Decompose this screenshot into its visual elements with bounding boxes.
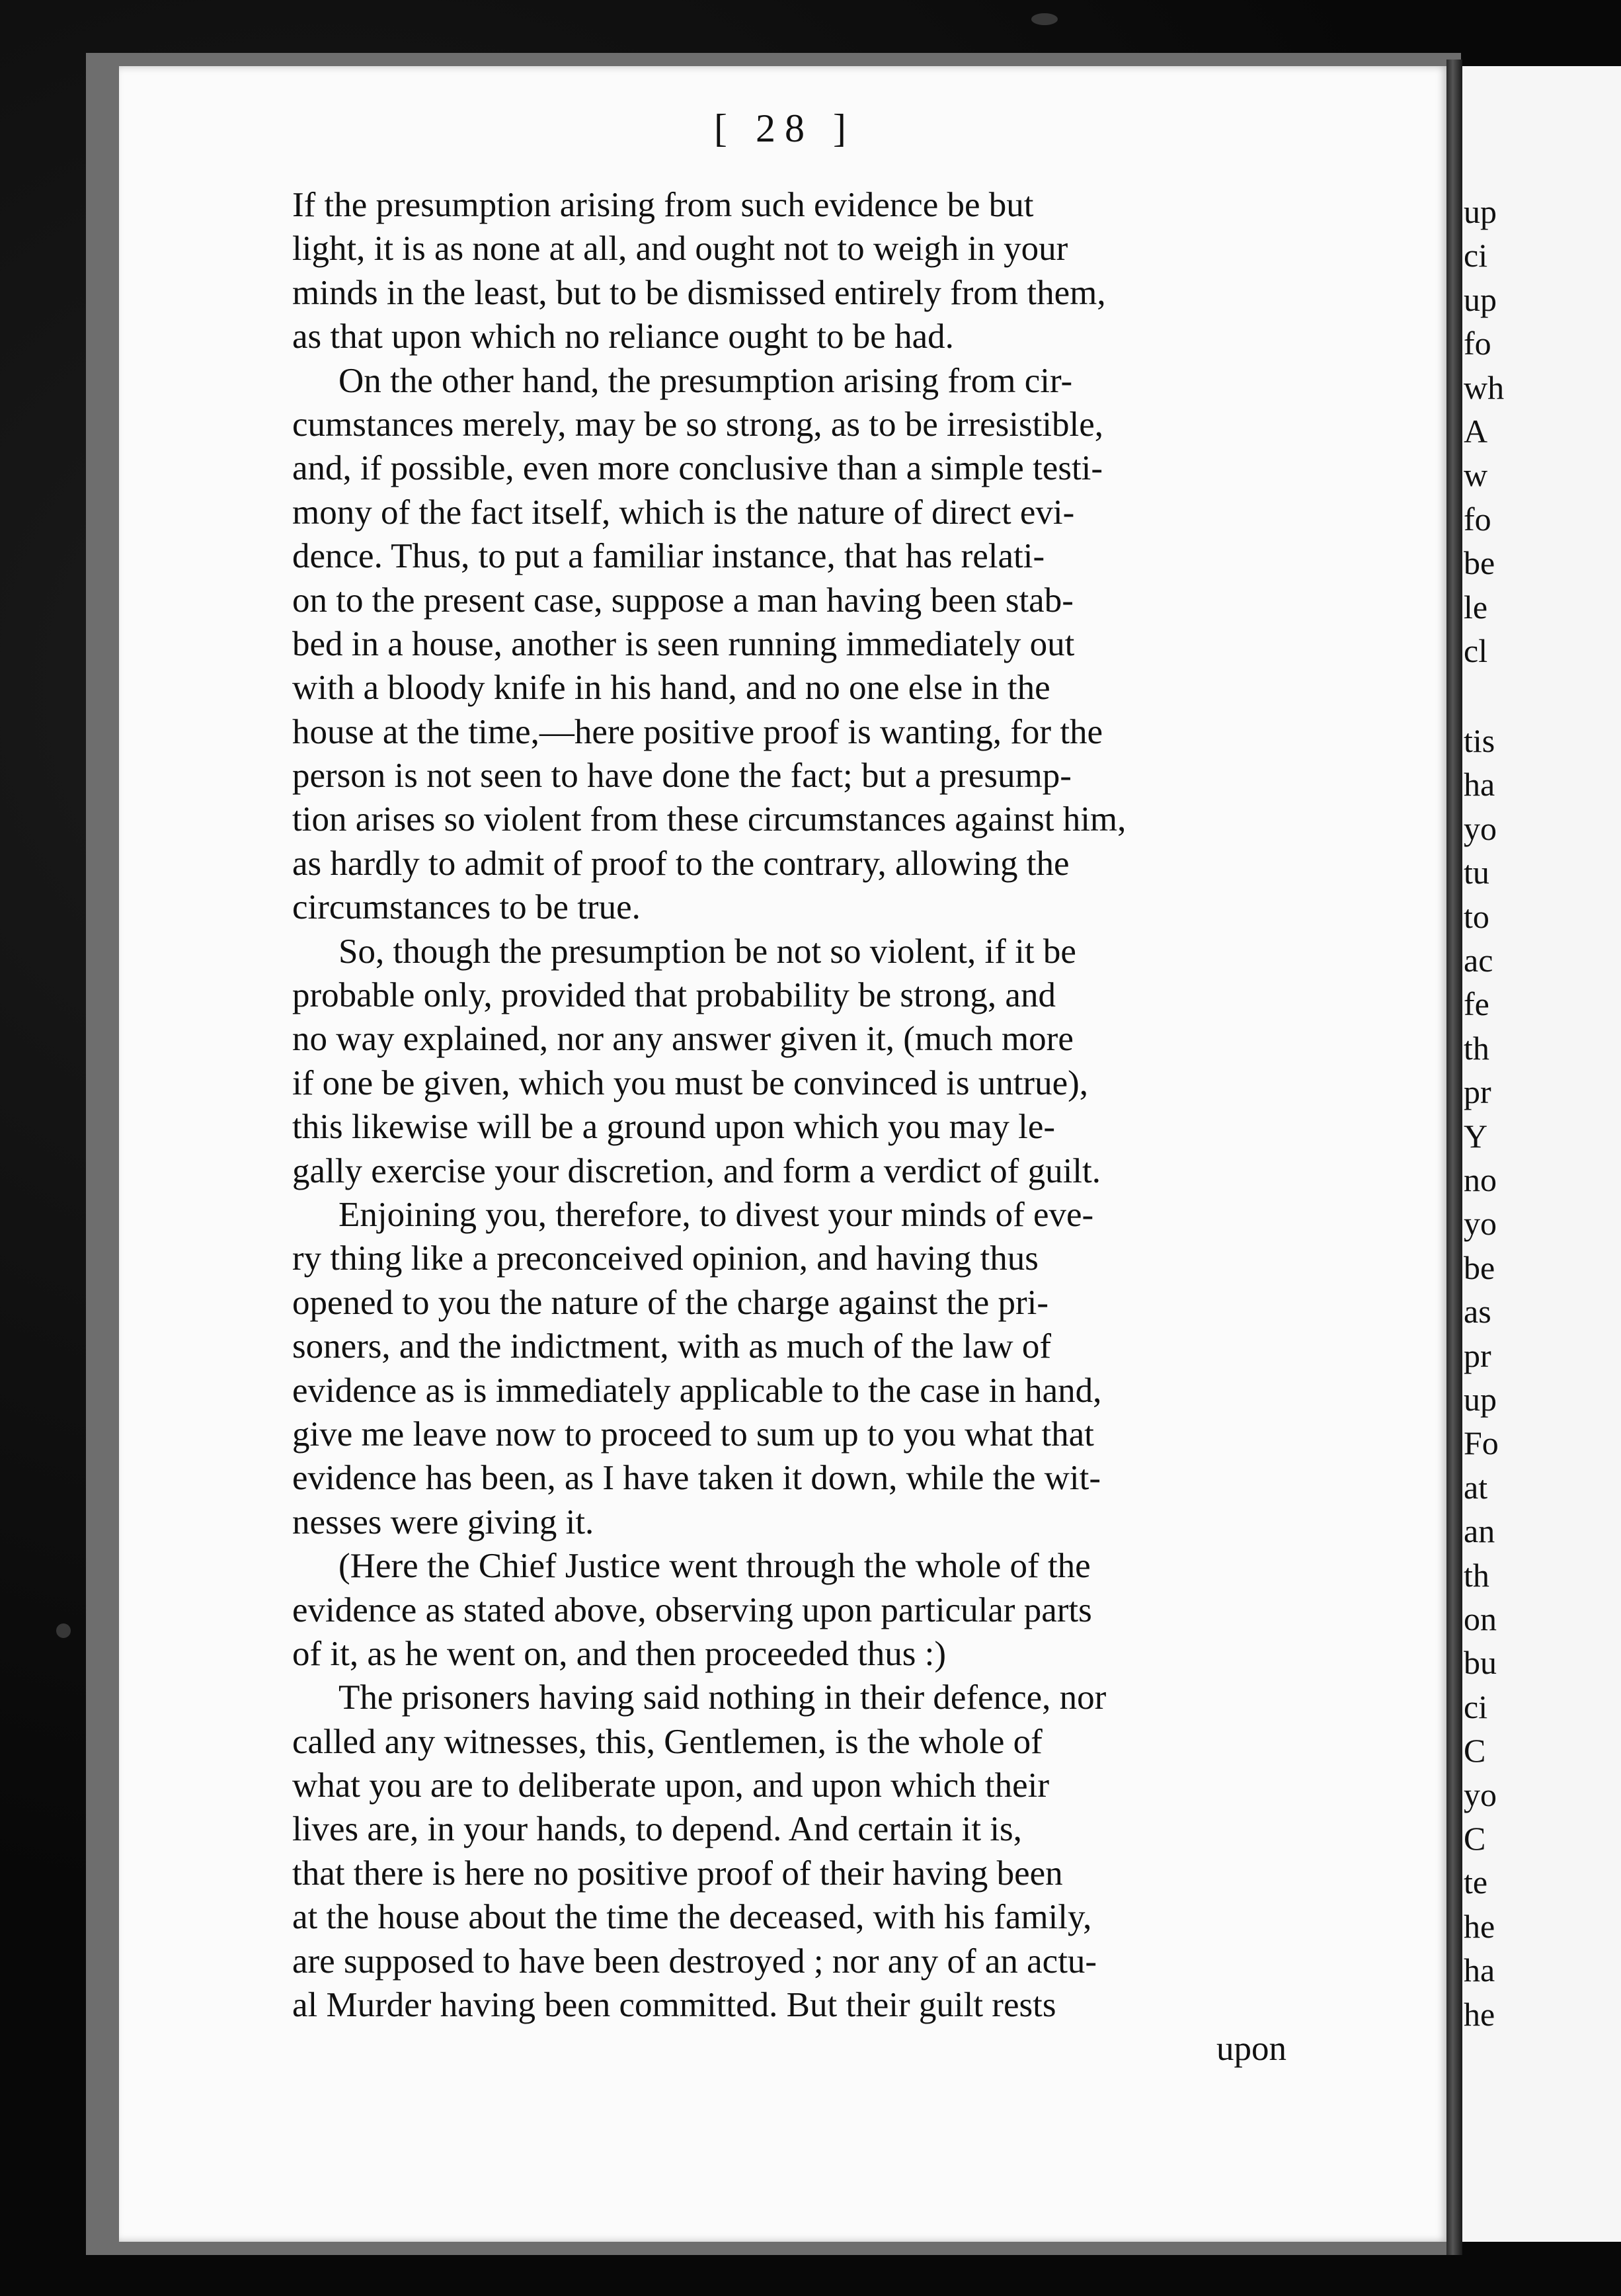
text-line: nesses were giving it. xyxy=(292,1502,594,1541)
text-line: bed in a house, another is seen running immediately out xyxy=(292,624,1075,663)
dust-speck xyxy=(1031,13,1058,25)
facing-page-text-fragment: fe xyxy=(1464,985,1489,1023)
text-line: person is not seen to have done the fact; but a presump- xyxy=(292,757,1072,796)
text-line: So, though the presumption be not so violent, if it be xyxy=(338,932,1076,971)
text-line: opened to you the nature of the charge against the pri- xyxy=(292,1283,1049,1322)
facing-page-text-fragment: Fo xyxy=(1464,1424,1499,1462)
facing-page-text-fragment: le xyxy=(1464,588,1488,626)
facing-page-text-fragment: C xyxy=(1464,1820,1486,1857)
facing-page-text-fragment: no xyxy=(1464,1161,1497,1198)
text-line: of it, as he went on, and then proceeded thus :) xyxy=(292,1634,947,1673)
facing-page-text-fragment: at xyxy=(1464,1468,1488,1506)
text-line: dence. Thus, to put a familiar instance, that has relati- xyxy=(292,537,1045,576)
facing-page-text-fragment: as xyxy=(1464,1293,1491,1331)
text-line: The prisoners having said nothing in their defence, nor xyxy=(338,1678,1107,1717)
text-line: at the house about the time the deceased, with his family, xyxy=(292,1898,1092,1937)
facing-page-text-fragment: fo xyxy=(1464,325,1491,362)
facing-page-text-fragment: fo xyxy=(1464,500,1491,538)
text-line: no way explained, nor any answer given it, (much more xyxy=(292,1020,1074,1059)
facing-page-text-fragment: ha xyxy=(1464,1951,1495,1989)
facing-page-text-fragment: yo xyxy=(1464,1205,1497,1243)
text-line: are supposed to have been destroyed ; nor any of an actu- xyxy=(292,1942,1097,1981)
text-line: Enjoining you, therefore, to divest your minds of eve- xyxy=(338,1195,1094,1234)
text-line: light, it is as none at all, and ought not to weigh in your xyxy=(292,229,1068,268)
text-line: as that upon which no reliance ought to be had. xyxy=(292,317,954,356)
facing-page-text-fragment: A xyxy=(1464,413,1488,450)
facing-page-text-fragment: on xyxy=(1464,1600,1497,1637)
page-number: [ 28 ] xyxy=(714,106,855,150)
text-line: tion arises so violent from these circumstances against him, xyxy=(292,800,1127,839)
text-line: ry thing like a preconceived opinion, and having thus xyxy=(292,1239,1039,1278)
facing-page-text-fragment: to xyxy=(1464,897,1489,935)
page-body-text xyxy=(292,183,1314,2027)
facing-page-text-fragment: cl xyxy=(1464,632,1488,669)
text-line: On the other hand, the presumption arising from cir- xyxy=(338,361,1073,400)
facing-page-text-fragment: ac xyxy=(1464,942,1493,979)
facing-page-text-fragment: pr xyxy=(1464,1073,1491,1111)
text-line: called any witnesses, this, Gentlemen, is the whole of xyxy=(292,1722,1043,1761)
text-line: cumstances merely, may be so strong, as to be irresistible, xyxy=(292,405,1104,444)
text-line: gally exercise your discretion, and form a verdict of guilt. xyxy=(292,1151,1101,1190)
facing-page-text-fragment: ci xyxy=(1464,237,1488,274)
facing-page-text-fragment: an xyxy=(1464,1512,1495,1550)
text-line: as hardly to admit of proof to the contrary, allowing the xyxy=(292,844,1070,883)
text-line: probable only, provided that probability be strong, and xyxy=(292,976,1056,1015)
facing-page-text-fragment: up xyxy=(1464,280,1497,318)
facing-page-text-fragment: yo xyxy=(1464,1776,1497,1813)
text-line: al Murder having been committed. But their guilt rests xyxy=(292,1986,1056,2025)
facing-page-text-fragment: he xyxy=(1464,1995,1495,2033)
dust-speck xyxy=(56,1623,71,1638)
text-line: that there is here no positive proof of their having been xyxy=(292,1854,1063,1893)
text-line: If the presumption arising from such evidence be but xyxy=(292,186,1034,224)
text-line: evidence as is immediately applicable to the case in hand, xyxy=(292,1371,1102,1410)
text-line: this likewise will be a ground upon which you may le- xyxy=(292,1108,1056,1147)
text-line: if one be given, which you must be convinced is untrue), xyxy=(292,1063,1088,1102)
text-line: lives are, in your hands, to depend. And certain it is, xyxy=(292,1810,1022,1849)
text-line: mony of the fact itself, which is the nature of direct evi- xyxy=(292,493,1075,532)
text-line: (Here the Chief Justice went through the whole of the xyxy=(338,1547,1091,1586)
facing-page-text-fragment: pr xyxy=(1464,1336,1491,1374)
facing-page-text-fragment: th xyxy=(1464,1029,1489,1067)
facing-page-text-fragment: ci xyxy=(1464,1688,1488,1725)
text-line: on to the present case, suppose a man having been stab- xyxy=(292,581,1074,620)
text-line: minds in the least, but to be dismissed entirely from them, xyxy=(292,273,1106,312)
book-gutter xyxy=(1446,60,1462,2255)
text-line: what you are to deliberate upon, and upon which their xyxy=(292,1766,1050,1805)
text-line: with a bloody knife in his hand, and no one else in the xyxy=(292,669,1050,708)
facing-page-text-fragment: be xyxy=(1464,1249,1495,1286)
facing-page-text-fragment: wh xyxy=(1464,368,1505,406)
text-line: soners, and the indictment, with as much of the law of xyxy=(292,1327,1052,1366)
text-line: evidence as stated above, observing upon particular parts xyxy=(292,1590,1092,1629)
catchword: upon xyxy=(1216,2030,1286,2068)
text-line: give me leave now to proceed to sum up to you what that xyxy=(292,1414,1094,1454)
facing-page-text-fragment: yo xyxy=(1464,809,1497,847)
facing-page-text-fragment: be xyxy=(1464,544,1495,582)
facing-page-text-fragment: te xyxy=(1464,1864,1488,1901)
facing-page-text-fragment: tu xyxy=(1464,854,1489,891)
facing-page-text-fragment: th xyxy=(1464,1556,1489,1594)
text-line: circumstances to be true. xyxy=(292,888,641,927)
facing-page-text-fragment: ha xyxy=(1464,766,1495,803)
facing-page-text-fragment: up xyxy=(1464,193,1497,230)
facing-page-text-fragment: he xyxy=(1464,1907,1495,1945)
facing-page-text-fragment: C xyxy=(1464,1732,1486,1770)
facing-page xyxy=(1462,66,1621,2242)
facing-page-text-fragment: Y xyxy=(1464,1117,1488,1155)
facing-page-text-fragment: up xyxy=(1464,1381,1497,1418)
text-line: evidence has been, as I have taken it down, while the wit- xyxy=(292,1459,1101,1498)
text-line: and, if possible, even more conclusive than a simple testi- xyxy=(292,449,1103,488)
facing-page-text-fragment: bu xyxy=(1464,1644,1497,1682)
text-line: house at the time,—here positive proof is wanting, for the xyxy=(292,712,1103,751)
facing-page-text-fragment: w xyxy=(1464,456,1488,494)
facing-page-text-fragment: tis xyxy=(1464,722,1495,759)
